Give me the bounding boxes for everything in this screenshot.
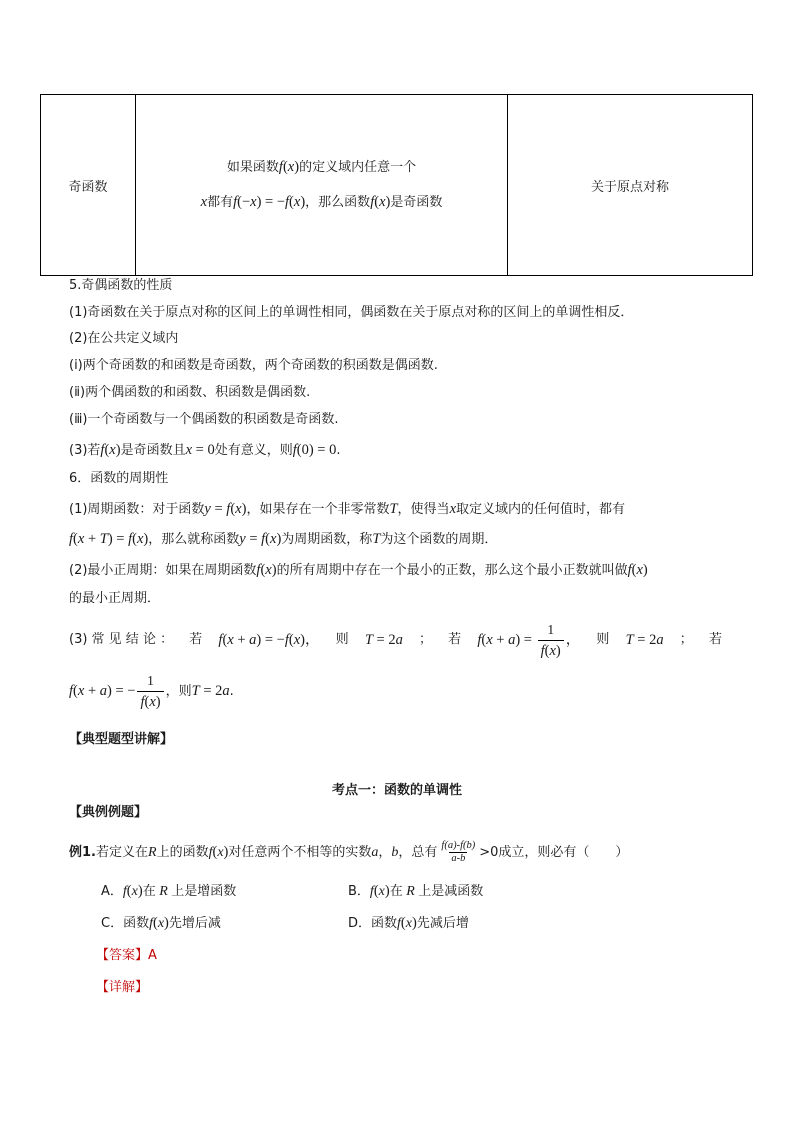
kaodian-title: 考点一：函数的单调性 xyxy=(331,783,462,798)
answer-value: A xyxy=(148,948,157,963)
table-cell-definition xyxy=(136,95,508,276)
option-a[interactable]: A．f(x)在 R 上是增函数 xyxy=(101,883,237,899)
table-row xyxy=(41,95,753,276)
section-heading-typical: 【典型题型讲解】 xyxy=(69,732,174,747)
section-6-p3-line1: (3) 常 见 结 论 ： 若 f(x + a) = −f(x)， 则 T = 2a ； 若 f(x + a) = $\frac{1}{f(x)}$ ， 则 T = 2a ； 若 xyxy=(69,621,722,659)
option-c[interactable]: C．函数f(x)先增后减 xyxy=(101,915,221,931)
section-5-title: 5.奇偶函数的性质 xyxy=(69,278,173,293)
definition-line-1: 如果函数f(x)的定义域内任意一个 xyxy=(226,159,417,175)
fraction-one-over-fx: $\frac{1}{f(x)}$ xyxy=(538,622,564,659)
section-6-p1-line1: (1)周期函数：对于函数y = f(x)，如果存在一个非零常数T，使得当x取定义域内的任何值时，都有 xyxy=(69,501,626,517)
definition-table xyxy=(40,94,753,276)
answer xyxy=(96,944,157,963)
section-6-p1-line2: f(x + T) = f(x)，那么就称函数y = f(x)为周期函数，称T为这个函数的周期． xyxy=(69,531,498,547)
definition-line-2: x都有f(−x) = −f(x)，那么函数f(x)是奇函数 xyxy=(200,194,443,210)
section-heading-example: 【典例例题】 xyxy=(69,805,148,820)
section-6-p3-line2: f(x + a) = − $\frac{1}{f(x)}$ ，则T = 2a. xyxy=(69,673,234,710)
option-b[interactable]: B．f(x)在 R 上是减函数 xyxy=(348,883,484,899)
answer-label: 【答案】 xyxy=(96,948,149,963)
section-6-p2-line2: 的最小正周期． xyxy=(69,591,161,606)
section-5-p2i: (ⅰ)两个奇函数的和函数是奇函数，两个奇函数的积函数是偶函数. xyxy=(69,358,438,373)
detail-label: 【详解】 xyxy=(96,980,149,995)
condition-fraction: $\frac{f(a)-f(b)}{a-b}$ xyxy=(441,840,476,864)
section-6-p2-line1: (2)最小正周期：如果在周期函数f(x)的所有周期中存在一个最小的正数，那么这个最小正数就叫做f(x) xyxy=(69,562,648,578)
fraction-neg-one-over-fx: $\frac{1}{f(x)}$ xyxy=(137,673,163,710)
section-5-p1: (1)奇函数在关于原点对称的区间上的单调性相同，偶函数在关于原点对称的区间上的单调性相反． xyxy=(69,305,634,320)
section-5-p2: (2)在公共定义域内 xyxy=(69,331,179,346)
section-5-p2ii: (ⅱ)两个偶函数的和函数、积函数是偶函数. xyxy=(69,385,311,400)
table-cell-term: 奇函数 xyxy=(41,95,136,276)
option-d[interactable]: D．函数f(x)先减后增 xyxy=(348,915,469,931)
section-6-title: 6．函数的周期性 xyxy=(69,471,169,486)
section-5-p3: (3)若f(x)是奇函数且x = 0处有意义，则f(0) = 0. xyxy=(69,442,341,458)
section-5-p2iii: (ⅲ)一个奇函数与一个偶函数的积函数是奇函数. xyxy=(69,412,339,427)
example-1-question: 例1.若定义在R上的函数f(x)对任意两个不相等的实数a，b，总有 $\frac{f(a)-f(b)}{a-b}$ >0成立，则必有（ ） xyxy=(69,840,629,864)
table-cell-symmetry: 关于原点对称 xyxy=(508,95,753,276)
